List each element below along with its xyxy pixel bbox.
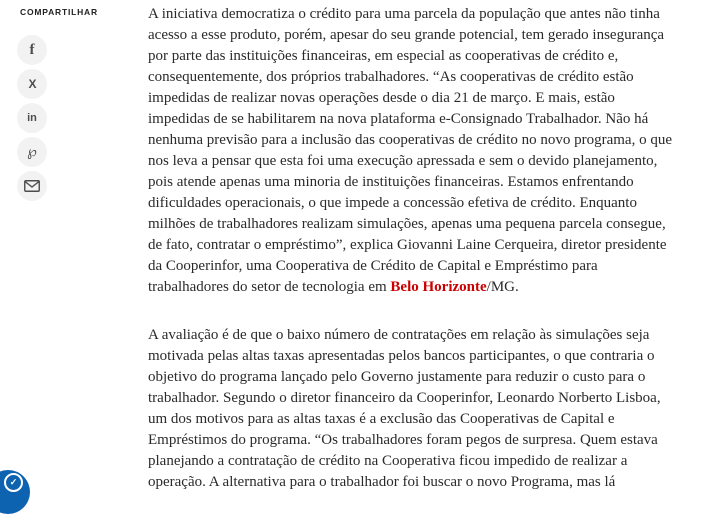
- accessibility-widget-button[interactable]: [0, 470, 30, 514]
- article-text: trabalhador. Segundo o diretor financeiro da Cooperinfor, Leonardo Norberto Lisboa,: [148, 390, 661, 406]
- share-button-x-twitter[interactable]: [17, 69, 47, 99]
- article-text: acesso a esse produto, porém, apesar do seu grande potencial, tem gerado insegurança: [148, 27, 665, 43]
- article-line: [148, 346, 708, 367]
- article-text: dificuldades operacionais, o que impede a concessão efetiva de crédito. Enquanto: [148, 195, 637, 211]
- x-twitter-icon: X: [28, 77, 36, 91]
- article-paragraph: [148, 325, 708, 493]
- article-line: [148, 388, 708, 409]
- article-line: [148, 151, 708, 172]
- share-buttons: [17, 35, 47, 201]
- article-text: de fato, contratar o empréstimo”, explica Giovanni Laine Cerqueira, diretor presidente: [148, 237, 667, 253]
- accessibility-widget-icon: [4, 473, 23, 492]
- article-line: [148, 130, 708, 151]
- article-text: /MG.: [486, 279, 519, 295]
- article-text: pois atende apenas uma minoria de instituições financeiras. Estamos enfrentando: [148, 174, 634, 190]
- share-button-email[interactable]: [17, 171, 47, 201]
- check-icon: ✓: [9, 477, 18, 487]
- article-paragraph: [148, 4, 708, 298]
- article-line: [148, 325, 708, 346]
- article-line: [148, 451, 708, 472]
- article-line: [148, 88, 708, 109]
- article-line: [148, 472, 708, 493]
- article-line: [148, 409, 708, 430]
- article-line: [148, 4, 708, 25]
- linkedin-icon: in: [27, 111, 37, 124]
- article-text: um dos motivos para as altas taxas é a exclusão das Cooperativas de Capital e: [148, 411, 615, 427]
- article-line: [148, 25, 708, 46]
- article-text: consequentemente, dos próprios trabalhadores. “As cooperativas de crédito estão: [148, 69, 634, 85]
- share-button-pinterest[interactable]: [17, 137, 47, 167]
- article-line: [148, 46, 708, 67]
- article-text: da Cooperinfor, uma Cooperativa de Crédito de Capital e Empréstimo para: [148, 258, 598, 274]
- article-line: [148, 277, 708, 298]
- article-line: [148, 235, 708, 256]
- share-label: COMPARTILHAR: [20, 7, 98, 17]
- facebook-icon: f: [29, 41, 35, 58]
- article-text: impedidas de realizar novas operações desde o dia 21 de março. E mais, estão: [148, 90, 615, 106]
- belo-horizonte-link[interactable]: Belo Horizonte: [390, 279, 487, 295]
- article-line: [148, 172, 708, 193]
- pinterest-icon: ℘: [27, 144, 37, 160]
- article-line: [148, 109, 708, 130]
- article-text: nos leva a pensar que esta foi uma execução apressada e sem o devido planejamento,: [148, 153, 658, 169]
- article-text: trabalhadores do setor de tecnologia em: [148, 279, 391, 295]
- article-text: planejando a contratação de crédito na Cooperativa ficou impedido de realizar a: [148, 453, 628, 469]
- article-line: [148, 367, 708, 388]
- article-text: A iniciativa democratiza o crédito para uma parcela da população que antes não tinha: [148, 6, 660, 22]
- article-text: impedidas de se habilitarem na nova plataforma e-Consignado Trabalhador. Não há: [148, 111, 649, 127]
- article-text: objetivo do programa lançado pelo Governo justamente para reduzir o custo para o: [148, 369, 646, 385]
- share-button-facebook[interactable]: [17, 35, 47, 65]
- article-line: [148, 193, 708, 214]
- article-body: [148, 4, 708, 520]
- share-sidebar: [20, 7, 98, 160]
- article-text: motivada pelas altas taxas apresentadas pelos bancos participantes, o que contraria o: [148, 348, 655, 364]
- article-line: [148, 430, 708, 451]
- article-text: operação. A alternativa para o trabalhador foi buscar o novo Programa, mas lá: [148, 474, 616, 490]
- article-text: A avaliação é de que o baixo número de contratações em relação às simulações seja: [148, 327, 650, 343]
- article-text: Empréstimos do programa. “Os trabalhadores foram pegos de surpresa. Quem estava: [148, 432, 658, 448]
- share-button-linkedin[interactable]: [17, 103, 47, 133]
- article-text: por parte das instituições financeiras, em especial as cooperativas de crédito e,: [148, 48, 619, 64]
- email-icon: [24, 180, 40, 192]
- article-line: [148, 256, 708, 277]
- article-line: [148, 67, 708, 88]
- article-line: [148, 214, 708, 235]
- article-text: nenhuma previsão para a inclusão das cooperativas de crédito no novo programa, o que: [148, 132, 672, 148]
- article-text: milhões de trabalhadores realizam simulações, apenas uma pequena parcela consegue,: [148, 216, 666, 232]
